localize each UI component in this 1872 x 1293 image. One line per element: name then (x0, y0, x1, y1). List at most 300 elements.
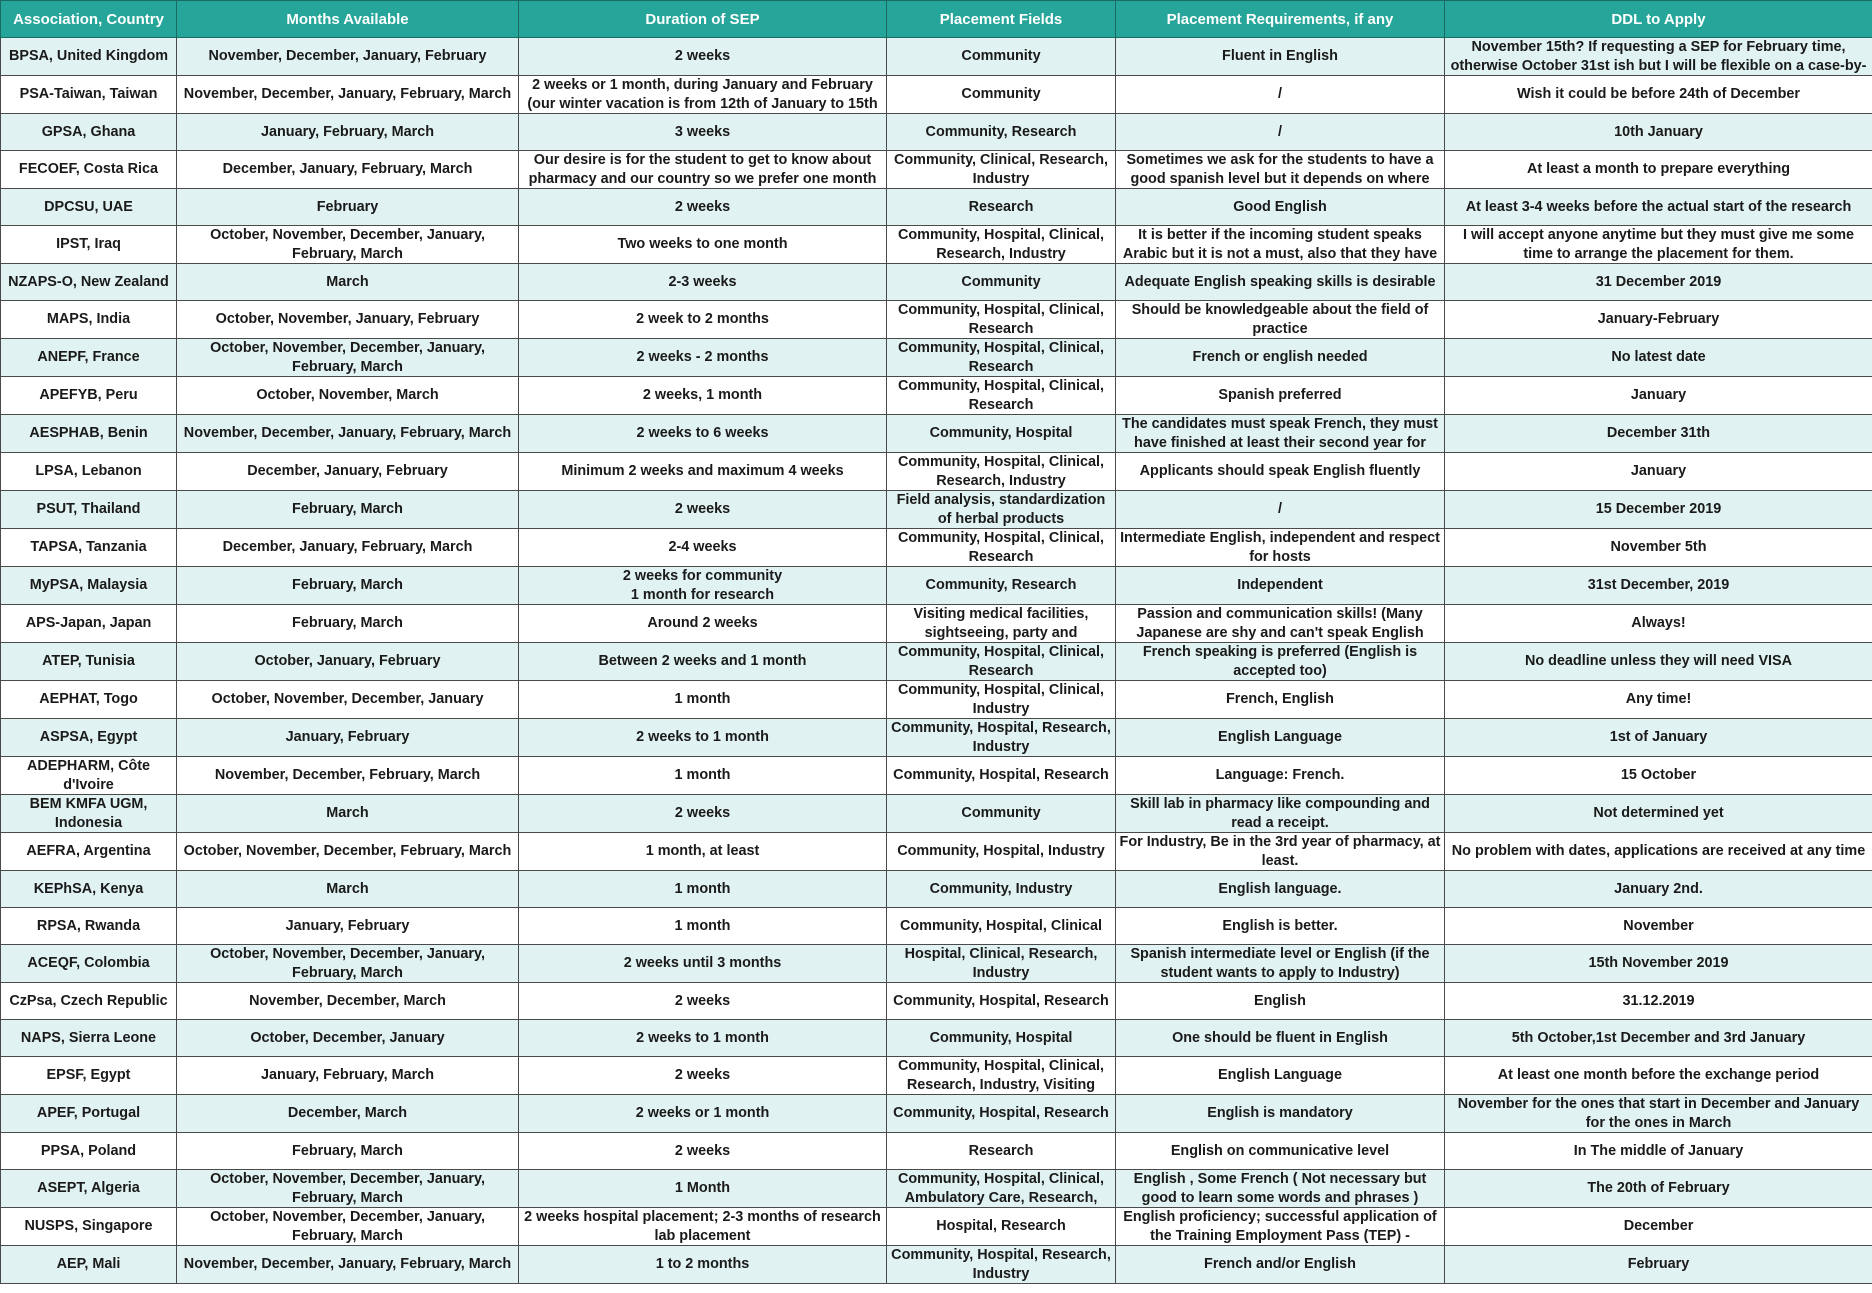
association-cell[interactable] (1, 453, 177, 491)
cell-text: February, March (292, 577, 403, 593)
association-cell[interactable] (1, 1020, 177, 1057)
requirements-cell[interactable] (1116, 871, 1445, 908)
months-cell[interactable] (177, 567, 519, 605)
deadline-cell[interactable] (1445, 76, 1872, 114)
deadline-cell[interactable] (1445, 1170, 1872, 1208)
association-cell[interactable] (1, 415, 177, 453)
association-cell[interactable] (1, 114, 177, 151)
table-row (1, 605, 1872, 643)
cell-text: Community, Hospital, Clinical, Research (897, 644, 1105, 679)
months-cell[interactable] (177, 76, 519, 114)
requirements-cell[interactable] (1116, 1057, 1445, 1095)
deadline-cell[interactable] (1445, 529, 1872, 567)
cell-text: 31 December 2019 (1595, 273, 1722, 290)
deadline-cell[interactable] (1445, 1020, 1872, 1057)
requirements-cell[interactable] (1116, 529, 1445, 567)
header-fields[interactable]: Placement Fields (887, 1, 1116, 38)
months-cell[interactable] (177, 643, 519, 681)
requirements-cell[interactable] (1116, 719, 1445, 757)
deadline-cell[interactable] (1445, 226, 1872, 264)
requirements-cell[interactable] (1116, 301, 1445, 339)
requirements-cell[interactable] (1116, 415, 1445, 453)
deadline-cell[interactable] (1445, 453, 1872, 491)
cell-text: Minimum 2 weeks and maximum 4 weeks (561, 463, 844, 479)
header-deadline[interactable]: DDL to Apply (1445, 1, 1872, 38)
requirements-cell[interactable] (1116, 908, 1445, 945)
duration-cell[interactable] (519, 114, 887, 151)
fields-cell[interactable] (887, 1133, 1116, 1170)
requirements-cell[interactable] (1116, 76, 1445, 114)
cell-text: October, November, December, January, February, March (210, 946, 485, 981)
cell-text: 2-4 weeks (668, 539, 737, 555)
cell-text: EPSF, Egypt (46, 1067, 131, 1083)
cell-text: MAPS, India (46, 311, 131, 327)
association-cell[interactable] (1, 757, 177, 795)
association-cell[interactable] (1, 1057, 177, 1095)
cell-text: January (1630, 387, 1687, 403)
requirements-cell[interactable] (1116, 567, 1445, 605)
cell-text: November 5th (1610, 539, 1707, 555)
duration-cell[interactable] (519, 1095, 887, 1133)
association-cell[interactable] (1, 339, 177, 377)
deadline-cell[interactable] (1445, 1095, 1872, 1133)
duration-cell[interactable] (519, 453, 887, 491)
cell-text: October, January, February (254, 653, 441, 669)
months-cell[interactable] (177, 1246, 519, 1284)
duration-cell[interactable] (519, 567, 887, 605)
cell-text: LPSA, Lebanon (35, 463, 142, 479)
requirements-cell[interactable] (1116, 1170, 1445, 1208)
months-cell[interactable] (177, 681, 519, 719)
deadline-cell[interactable] (1445, 1208, 1872, 1246)
requirements-cell[interactable] (1116, 491, 1445, 529)
cell-text: October, December, January (250, 1029, 445, 1046)
cell-text: French, English (1226, 691, 1334, 707)
requirements-cell[interactable] (1116, 983, 1445, 1020)
deadline-cell[interactable] (1445, 643, 1872, 681)
requirements-cell[interactable] (1116, 226, 1445, 264)
cell-text: BEM KMFA UGM, Indonesia (29, 796, 148, 831)
fields-cell[interactable] (887, 757, 1116, 795)
cell-text: Community, Hospital, Clinical, Research, Industry, Visiting (897, 1058, 1105, 1093)
deadline-cell[interactable] (1445, 908, 1872, 945)
cell-text: I will accept anyone anytime but they must give me some time to arrange the placement for them. (1462, 227, 1855, 262)
fields-cell[interactable] (887, 567, 1116, 605)
association-cell[interactable] (1, 1133, 177, 1170)
requirements-cell[interactable] (1116, 605, 1445, 643)
cell-text: 2 week to 2 months (636, 311, 769, 327)
months-cell[interactable] (177, 1020, 519, 1057)
cell-text: Research (968, 198, 1034, 215)
duration-cell[interactable] (519, 76, 887, 114)
association-cell[interactable] (1, 605, 177, 643)
cell-text: October, November, December, February, March (183, 843, 512, 859)
fields-cell[interactable] (887, 301, 1116, 339)
cell-text: / (1278, 123, 1282, 140)
cell-text: 2 weeks (674, 501, 731, 517)
months-cell[interactable] (177, 757, 519, 795)
duration-cell[interactable] (519, 264, 887, 301)
requirements-cell[interactable] (1116, 945, 1445, 983)
table-row (1, 76, 1872, 114)
cell-text: Should be knowledgeable about the field of practice (1131, 302, 1429, 337)
requirements-cell[interactable] (1116, 264, 1445, 301)
fields-cell[interactable] (887, 1095, 1116, 1133)
months-cell[interactable] (177, 114, 519, 151)
requirements-cell[interactable] (1116, 1208, 1445, 1246)
cell-text: March (326, 273, 369, 290)
deadline-cell[interactable] (1445, 681, 1872, 719)
cell-text: November for the ones that start in December and January for the ones in March (1457, 1096, 1860, 1131)
cell-text: The candidates must speak French, they must have finished at least their second year for (1122, 416, 1438, 451)
months-cell[interactable] (177, 1095, 519, 1133)
fields-cell[interactable] (887, 871, 1116, 908)
association-cell[interactable] (1, 567, 177, 605)
header-months[interactable]: Months Available (177, 1, 519, 38)
cell-text: FECOEF, Costa Rica (18, 161, 159, 177)
months-cell[interactable] (177, 491, 519, 529)
cell-text: GPSA, Ghana (41, 123, 136, 140)
duration-cell[interactable] (519, 643, 887, 681)
requirements-cell[interactable] (1116, 1020, 1445, 1057)
cell-text: October, November, December, January, February, March (210, 340, 485, 375)
deadline-cell[interactable] (1445, 795, 1872, 833)
fields-cell[interactable] (887, 377, 1116, 415)
cell-text: 1 month, at least (645, 843, 760, 859)
duration-cell[interactable] (519, 719, 887, 757)
duration-cell[interactable] (519, 301, 887, 339)
months-cell[interactable] (177, 983, 519, 1020)
fields-cell[interactable] (887, 226, 1116, 264)
deadline-cell[interactable] (1445, 719, 1872, 757)
cell-text: Research (968, 1142, 1034, 1159)
table-row (1, 114, 1872, 151)
association-cell[interactable] (1, 833, 177, 871)
association-cell[interactable] (1, 871, 177, 908)
fields-cell[interactable] (887, 833, 1116, 871)
fields-cell[interactable] (887, 491, 1116, 529)
deadline-cell[interactable] (1445, 114, 1872, 151)
deadline-cell[interactable] (1445, 1133, 1872, 1170)
deadline-cell[interactable] (1445, 833, 1872, 871)
duration-cell[interactable] (519, 1170, 887, 1208)
header-duration[interactable]: Duration of SEP (519, 1, 887, 38)
cell-text: Community, Hospital, Research, Industry (891, 720, 1111, 755)
duration-cell[interactable] (519, 226, 887, 264)
cell-text: For Industry, Be in the 3rd year of pharmacy, at least. (1119, 834, 1441, 869)
cell-text: December (1623, 1218, 1694, 1234)
cell-text: English Language (1218, 729, 1342, 745)
months-cell[interactable] (177, 415, 519, 453)
requirements-cell[interactable] (1116, 377, 1445, 415)
cell-text: 2 weeks (674, 1067, 731, 1083)
table-row (1, 1170, 1872, 1208)
months-cell[interactable] (177, 189, 519, 226)
deadline-cell[interactable] (1445, 567, 1872, 605)
duration-cell[interactable] (519, 871, 887, 908)
association-cell[interactable] (1, 76, 177, 114)
association-cell[interactable] (1, 491, 177, 529)
cell-text: 2 weeks for community 1 month for research (622, 568, 783, 603)
fields-cell[interactable] (887, 945, 1116, 983)
deadline-cell[interactable] (1445, 301, 1872, 339)
fields-cell[interactable] (887, 908, 1116, 945)
requirements-cell[interactable] (1116, 1095, 1445, 1133)
cell-text: November, December, January, February (208, 48, 487, 64)
cell-text: March (326, 805, 369, 821)
association-cell[interactable] (1, 643, 177, 681)
cell-text: BPSA, United Kingdom (8, 48, 169, 64)
fields-cell[interactable] (887, 1170, 1116, 1208)
cell-text: One should be fluent in English (1172, 1029, 1388, 1046)
fields-cell[interactable] (887, 681, 1116, 719)
months-cell[interactable] (177, 908, 519, 945)
cell-text: Spanish intermediate level or English (if the student wants to apply to Industry) (1130, 946, 1430, 981)
table-row (1, 1095, 1872, 1133)
months-cell[interactable] (177, 38, 519, 76)
duration-cell[interactable] (519, 377, 887, 415)
deadline-cell[interactable] (1445, 983, 1872, 1020)
deadline-cell[interactable] (1445, 871, 1872, 908)
table-row (1, 681, 1872, 719)
cell-text: 1 Month (674, 1180, 731, 1196)
requirements-cell[interactable] (1116, 1246, 1445, 1284)
association-cell[interactable] (1, 1208, 177, 1246)
fields-cell[interactable] (887, 983, 1116, 1020)
cell-text: Intermediate English, independent and respect for hosts (1120, 530, 1440, 565)
deadline-cell[interactable] (1445, 189, 1872, 226)
months-cell[interactable] (177, 151, 519, 189)
association-cell[interactable] (1, 189, 177, 226)
deadline-cell[interactable] (1445, 1246, 1872, 1284)
cell-text: Community, Research (925, 123, 1077, 140)
fields-cell[interactable] (887, 1208, 1116, 1246)
duration-cell[interactable] (519, 491, 887, 529)
months-cell[interactable] (177, 529, 519, 567)
association-cell[interactable] (1, 945, 177, 983)
requirements-cell[interactable] (1116, 757, 1445, 795)
association-cell[interactable] (1, 1246, 177, 1284)
deadline-cell[interactable] (1445, 264, 1872, 301)
fields-cell[interactable] (887, 719, 1116, 757)
cell-text: February (316, 198, 379, 215)
deadline-cell[interactable] (1445, 1057, 1872, 1095)
requirements-cell[interactable] (1116, 795, 1445, 833)
table-row (1, 1133, 1872, 1170)
requirements-cell[interactable] (1116, 38, 1445, 76)
duration-cell[interactable] (519, 908, 887, 945)
cell-text: MyPSA, Malaysia (29, 577, 148, 593)
duration-cell[interactable] (519, 529, 887, 567)
fields-cell[interactable] (887, 264, 1116, 301)
requirements-cell[interactable] (1116, 339, 1445, 377)
fields-cell[interactable] (887, 453, 1116, 491)
months-cell[interactable] (177, 226, 519, 264)
cell-text: 2 weeks to 1 month (636, 1029, 769, 1046)
cell-text: 15 December 2019 (1595, 501, 1722, 517)
cell-text: ANEPF, France (37, 349, 140, 365)
duration-cell[interactable] (519, 681, 887, 719)
months-cell[interactable] (177, 1170, 519, 1208)
months-cell[interactable] (177, 339, 519, 377)
duration-cell[interactable] (519, 415, 887, 453)
cell-text: 2 weeks or 1 month, during January and February (our winter vacation is from 12th of January to 15th (527, 77, 878, 112)
fields-cell[interactable] (887, 529, 1116, 567)
cell-text: / (1278, 86, 1282, 102)
duration-cell[interactable] (519, 983, 887, 1020)
fields-cell[interactable] (887, 1057, 1116, 1095)
association-cell[interactable] (1, 1095, 177, 1133)
association-cell[interactable] (1, 377, 177, 415)
cell-text: November 15th? If requesting a SEP for February time, otherwise October 31st ish but I will be flexible on a case-by- (1450, 39, 1867, 74)
fields-cell[interactable] (887, 114, 1116, 151)
duration-cell[interactable] (519, 833, 887, 871)
cell-text: In The middle of January (1573, 1142, 1744, 1159)
association-cell[interactable] (1, 1170, 177, 1208)
deadline-cell[interactable] (1445, 945, 1872, 983)
duration-cell[interactable] (519, 795, 887, 833)
table-row (1, 719, 1872, 757)
association-cell[interactable] (1, 681, 177, 719)
deadline-cell[interactable] (1445, 757, 1872, 795)
deadline-cell[interactable] (1445, 605, 1872, 643)
deadline-cell[interactable] (1445, 38, 1872, 76)
cell-text: ACEQF, Colombia (27, 955, 150, 971)
duration-cell[interactable] (519, 1246, 887, 1284)
association-cell[interactable] (1, 226, 177, 264)
cell-text: Community, Hospital, Clinical, Research, Industry (897, 227, 1105, 262)
cell-text: Community, Hospital (929, 1029, 1073, 1046)
cell-text: Language: French. (1215, 767, 1345, 783)
fields-cell[interactable] (887, 795, 1116, 833)
cell-text: NUSPS, Singapore (24, 1218, 153, 1234)
duration-cell[interactable] (519, 1208, 887, 1246)
cell-text: PSUT, Thailand (36, 501, 141, 517)
duration-cell[interactable] (519, 38, 887, 76)
fields-cell[interactable] (887, 339, 1116, 377)
table-row (1, 871, 1872, 908)
cell-text: CzPsa, Czech Republic (9, 992, 168, 1009)
header-association[interactable]: Association, Country (1, 1, 177, 38)
deadline-cell[interactable] (1445, 415, 1872, 453)
deadline-cell[interactable] (1445, 339, 1872, 377)
requirements-cell[interactable] (1116, 114, 1445, 151)
header-requirements[interactable]: Placement Requirements, if any (1116, 1, 1445, 38)
months-cell[interactable] (177, 795, 519, 833)
requirements-cell[interactable] (1116, 151, 1445, 189)
cell-text: 31st December, 2019 (1587, 577, 1730, 593)
association-cell[interactable] (1, 151, 177, 189)
cell-text: No latest date (1611, 349, 1706, 365)
cell-text: January, February (285, 729, 410, 745)
duration-cell[interactable] (519, 151, 887, 189)
cell-text: Community, Hospital, Research (893, 1105, 1109, 1121)
months-cell[interactable] (177, 871, 519, 908)
fields-cell[interactable] (887, 189, 1116, 226)
deadline-cell[interactable] (1445, 491, 1872, 529)
cell-text: November, December, February, March (214, 767, 481, 783)
fields-cell[interactable] (887, 76, 1116, 114)
months-cell[interactable] (177, 719, 519, 757)
months-cell[interactable] (177, 1208, 519, 1246)
cell-text: 15th November 2019 (1588, 955, 1729, 971)
fields-cell[interactable] (887, 605, 1116, 643)
association-cell[interactable] (1, 983, 177, 1020)
cell-text: PPSA, Poland (40, 1142, 137, 1159)
duration-cell[interactable] (519, 189, 887, 226)
table-row (1, 983, 1872, 1020)
cell-text: January, February, March (260, 123, 435, 140)
months-cell[interactable] (177, 1133, 519, 1170)
requirements-cell[interactable] (1116, 681, 1445, 719)
cell-text: 2 weeks until 3 months (623, 955, 782, 971)
requirements-cell[interactable] (1116, 189, 1445, 226)
association-cell[interactable] (1, 38, 177, 76)
association-cell[interactable] (1, 795, 177, 833)
months-cell[interactable] (177, 1057, 519, 1095)
cell-text: The 20th of February (1587, 1180, 1730, 1196)
months-cell[interactable] (177, 833, 519, 871)
duration-cell[interactable] (519, 605, 887, 643)
months-cell[interactable] (177, 301, 519, 339)
months-cell[interactable] (177, 264, 519, 301)
cell-text: January, February, March (260, 1067, 435, 1083)
association-cell[interactable] (1, 529, 177, 567)
cell-text: AEPHAT, Togo (39, 691, 138, 707)
deadline-cell[interactable] (1445, 151, 1872, 189)
requirements-cell[interactable] (1116, 453, 1445, 491)
fields-cell[interactable] (887, 38, 1116, 76)
requirements-cell[interactable] (1116, 1133, 1445, 1170)
requirements-cell[interactable] (1116, 643, 1445, 681)
cell-text: Community (961, 48, 1041, 64)
cell-text: Between 2 weeks and 1 month (598, 653, 807, 669)
cell-text: Community (961, 86, 1041, 102)
fields-cell[interactable] (887, 643, 1116, 681)
table-row (1, 1057, 1872, 1095)
cell-text: March (326, 880, 369, 897)
association-cell[interactable] (1, 301, 177, 339)
months-cell[interactable] (177, 605, 519, 643)
fields-cell[interactable] (887, 415, 1116, 453)
duration-cell[interactable] (519, 339, 887, 377)
fields-cell[interactable] (887, 1246, 1116, 1284)
duration-cell[interactable] (519, 1057, 887, 1095)
cell-text: October, November, December, January, February, March (210, 1209, 485, 1244)
duration-cell[interactable] (519, 1133, 887, 1170)
months-cell[interactable] (177, 945, 519, 983)
duration-cell[interactable] (519, 757, 887, 795)
cell-text: English (1254, 992, 1306, 1009)
association-cell[interactable] (1, 908, 177, 945)
duration-cell[interactable] (519, 1020, 887, 1057)
association-cell[interactable] (1, 719, 177, 757)
cell-text: Community (961, 805, 1041, 821)
association-cell[interactable] (1, 264, 177, 301)
cell-text: 2 weeks (674, 1142, 731, 1159)
cell-text: Community, Hospital, Industry (897, 843, 1105, 859)
cell-text: At least 3-4 weeks before the actual start of the research (1465, 198, 1852, 215)
fields-cell[interactable] (887, 151, 1116, 189)
fields-cell[interactable] (887, 1020, 1116, 1057)
months-cell[interactable] (177, 377, 519, 415)
duration-cell[interactable] (519, 945, 887, 983)
deadline-cell[interactable] (1445, 377, 1872, 415)
cell-text: ADEPHARM, Côte d'Ivoire (26, 758, 151, 793)
requirements-cell[interactable] (1116, 833, 1445, 871)
months-cell[interactable] (177, 453, 519, 491)
cell-text: Always! (1631, 615, 1686, 631)
